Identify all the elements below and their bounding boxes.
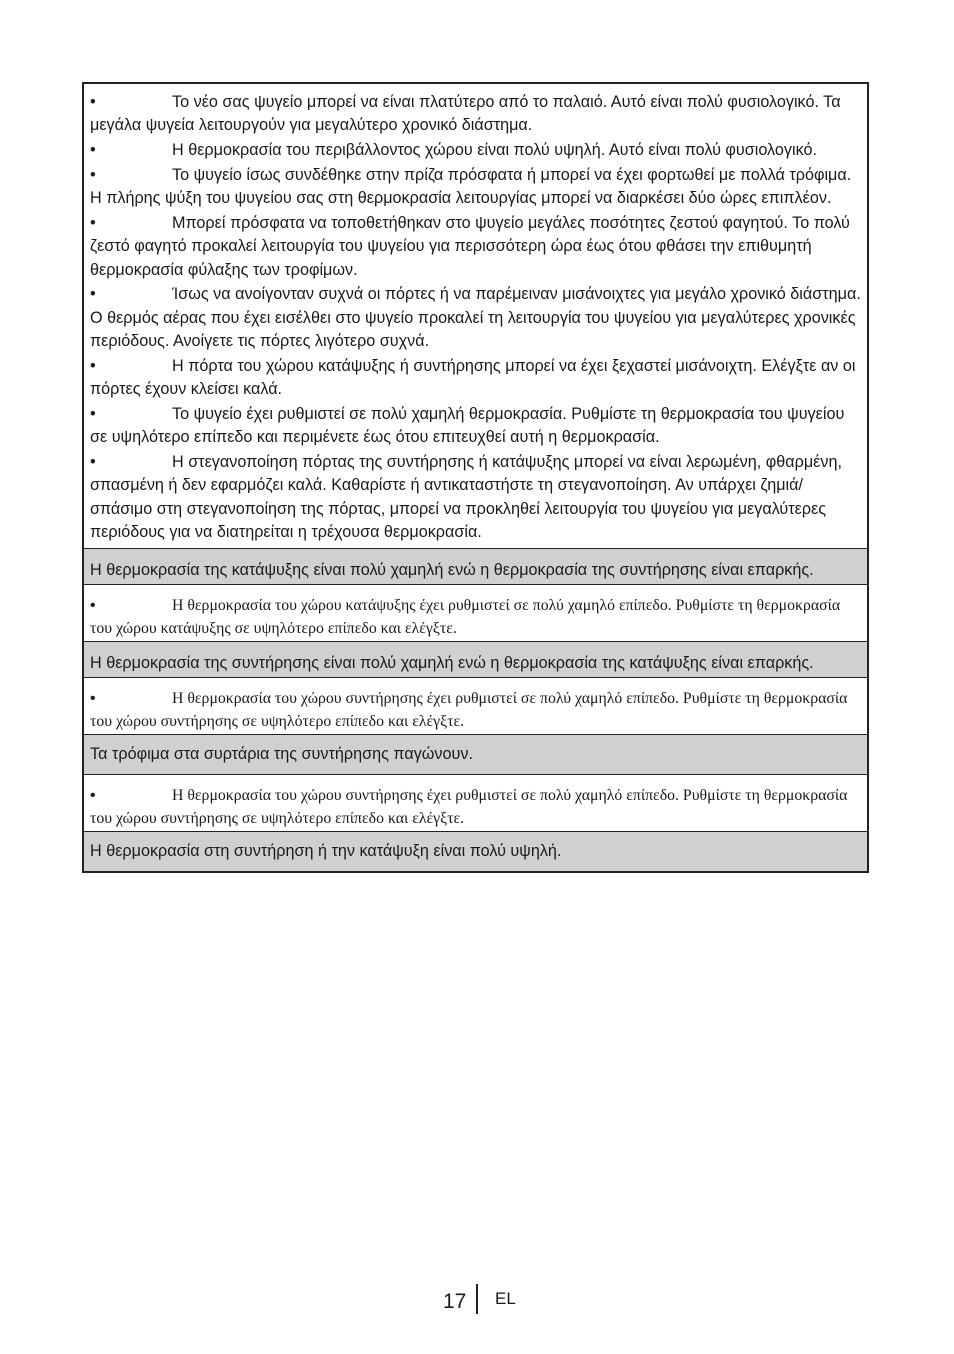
bullet-marker: •	[90, 452, 96, 471]
bullet-marker: •	[90, 213, 96, 232]
page-number: 17	[443, 1290, 467, 1313]
list-item	[90, 91, 861, 138]
section-heading-temperature-too-high: Η θερμοκρασία στη συντήρηση ή την κατάψυξη είναι πολύ υψηλή.	[84, 831, 867, 871]
bullet-marker: •	[90, 165, 96, 184]
causes-list	[84, 84, 867, 548]
section-heading-fridge-too-cold: Η θερμοκρασία της συντήρησης είναι πολύ χαμηλή ενώ η θερμοκρασία της κατάψυξης είναι επαρκής.	[84, 641, 867, 677]
list-item-text: Μπορεί πρόσφατα να τοποθετήθηκαν στο ψυγείο μεγάλες ποσότητες ζεστού φαγητού. Το πολύ ζεστό φαγητό προκαλεί λειτουργία του ψυγείου για περισσότερη ώρα έως ότου φθάσει την επιθυμητή θερμοκρασία φύλαξης των τροφίμων.	[90, 213, 850, 279]
section-body-text: Η θερμοκρασία του χώρου συντήρησης έχει ρυθμιστεί σε πολύ χαμηλό επίπεδο. Ρυθμίστε τη θερμοκρασία του χώρου συντήρησης σε υψηλότερο επίπεδο και ελέγξτε.	[90, 689, 848, 731]
list-item-text: Η πόρτα του χώρου κατάψυξης ή συντήρησης μπορεί να έχει ξεχαστεί μισάνοιχτη. Ελέγξτε αν οι πόρτες έχουν κλείσει καλά.	[90, 356, 856, 399]
list-item-text: Η στεγανοποίηση πόρτας της συντήρησης ή κατάψυξης μπορεί να είναι λερωμένη, φθαρμένη, σπασμένη ή δεν εφαρμόζει καλά. Καθαρίστε ή αντικαταστήστε τη στεγανοποίηση. Αν υπάρχει ζημιά/ σπάσιμο στη στεγανοποίηση της πόρτας, μπορεί να προκληθεί λειτουργία του ψυγείου για μεγαλύτερες περιόδους για να διατηρείται η τρέχουσα θερμοκρασία.	[90, 452, 842, 541]
bullet-marker: •	[90, 93, 96, 111]
bullet-marker: •	[90, 356, 96, 375]
list-item-text: Ίσως να ανοίγονταν συχνά οι πόρτες ή να παρέμειναν μισάνοιχτες για μεγάλο χρονικό διάστημα. Ο θερμός αέρας που έχει εισέλθει στο ψυγείο προκαλεί τη λειτουργία του ψυγείου για μεγαλύτερες χρονικές περιόδους. Ανοίγετε τις πόρτες λιγότερο συχνά.	[90, 285, 861, 350]
section-body-fridge-too-cold	[84, 677, 867, 734]
bullet-marker: •	[90, 786, 96, 804]
bullet-marker: •	[90, 689, 96, 707]
bullet-marker: •	[90, 141, 96, 160]
list-item-text: Η θερμοκρασία του περιβάλλοντος χώρου είναι πολύ υψηλή. Αυτό είναι πολύ φυσιολογικό.	[172, 141, 817, 160]
language-code: EL	[495, 1289, 516, 1308]
bullet-marker: •	[90, 285, 96, 304]
list-item	[90, 403, 861, 450]
section-body-freezer-too-cold	[84, 584, 867, 641]
section-heading-drawers-freezing: Τα τρόφιμα στα συρτάρια της συντήρησης παγώνουν.	[84, 734, 867, 774]
list-item	[90, 139, 861, 162]
section-body-text: Η θερμοκρασία του χώρου κατάψυξης έχει ρυθμιστεί σε πολύ χαμηλό επίπεδο. Ρυθμίστε τη θερμοκρασία του χώρου κατάψυξης σε υψηλότερο επίπεδο και ελέγξτε.	[90, 596, 841, 638]
list-item	[90, 212, 861, 282]
section-body-drawers-freezing	[84, 774, 867, 831]
footer-divider	[476, 1284, 478, 1314]
list-item	[90, 164, 861, 211]
list-item-text: Το ψυγείο έχει ρυθμιστεί σε πολύ χαμηλή θερμοκρασία. Ρυθμίστε τη θερμοκρασία του ψυγείου σε υψηλότερο επίπεδο και περιμένετε έως ότου επιτευχθεί αυτή η θερμοκρασία.	[90, 404, 845, 447]
list-item-text: Το ψυγείο ίσως συνδέθηκε στην πρίζα πρόσφατα ή μπορεί να έχει φορτωθεί με πολλά τρόφιμα. Η πλήρης ψύξη του ψυγείου σας στη θερμοκρασία λειτουργίας μπορεί να διαρκέσει δύο ώρες επιπλέον.	[90, 165, 852, 208]
page-footer	[0, 1282, 954, 1318]
section-body-text: Η θερμοκρασία του χώρου συντήρησης έχει ρυθμιστεί σε πολύ χαμηλό επίπεδο. Ρυθμίστε τη θερμοκρασία του χώρου συντήρησης σε υψηλότερο επίπεδο και ελέγξτε.	[90, 786, 848, 828]
list-item-text: Το νέο σας ψυγείο μπορεί να είναι πλατύτερο από το παλαιό. Αυτό είναι πολύ φυσιολογικό. Τα μεγάλα ψυγεία λειτουργούν για μεγαλύτερο χρονικό διάστημα.	[90, 93, 841, 135]
list-item	[90, 283, 861, 353]
list-item	[90, 451, 861, 544]
bullet-marker: •	[90, 404, 96, 423]
list-item	[90, 355, 861, 402]
bullet-marker: •	[90, 596, 96, 614]
troubleshooting-table	[82, 82, 869, 873]
section-heading-freezer-too-cold: Η θερμοκρασία της κατάψυξης είναι πολύ χαμηλή ενώ η θερμοκρασία της συντήρησης είναι επαρκής.	[84, 548, 867, 584]
